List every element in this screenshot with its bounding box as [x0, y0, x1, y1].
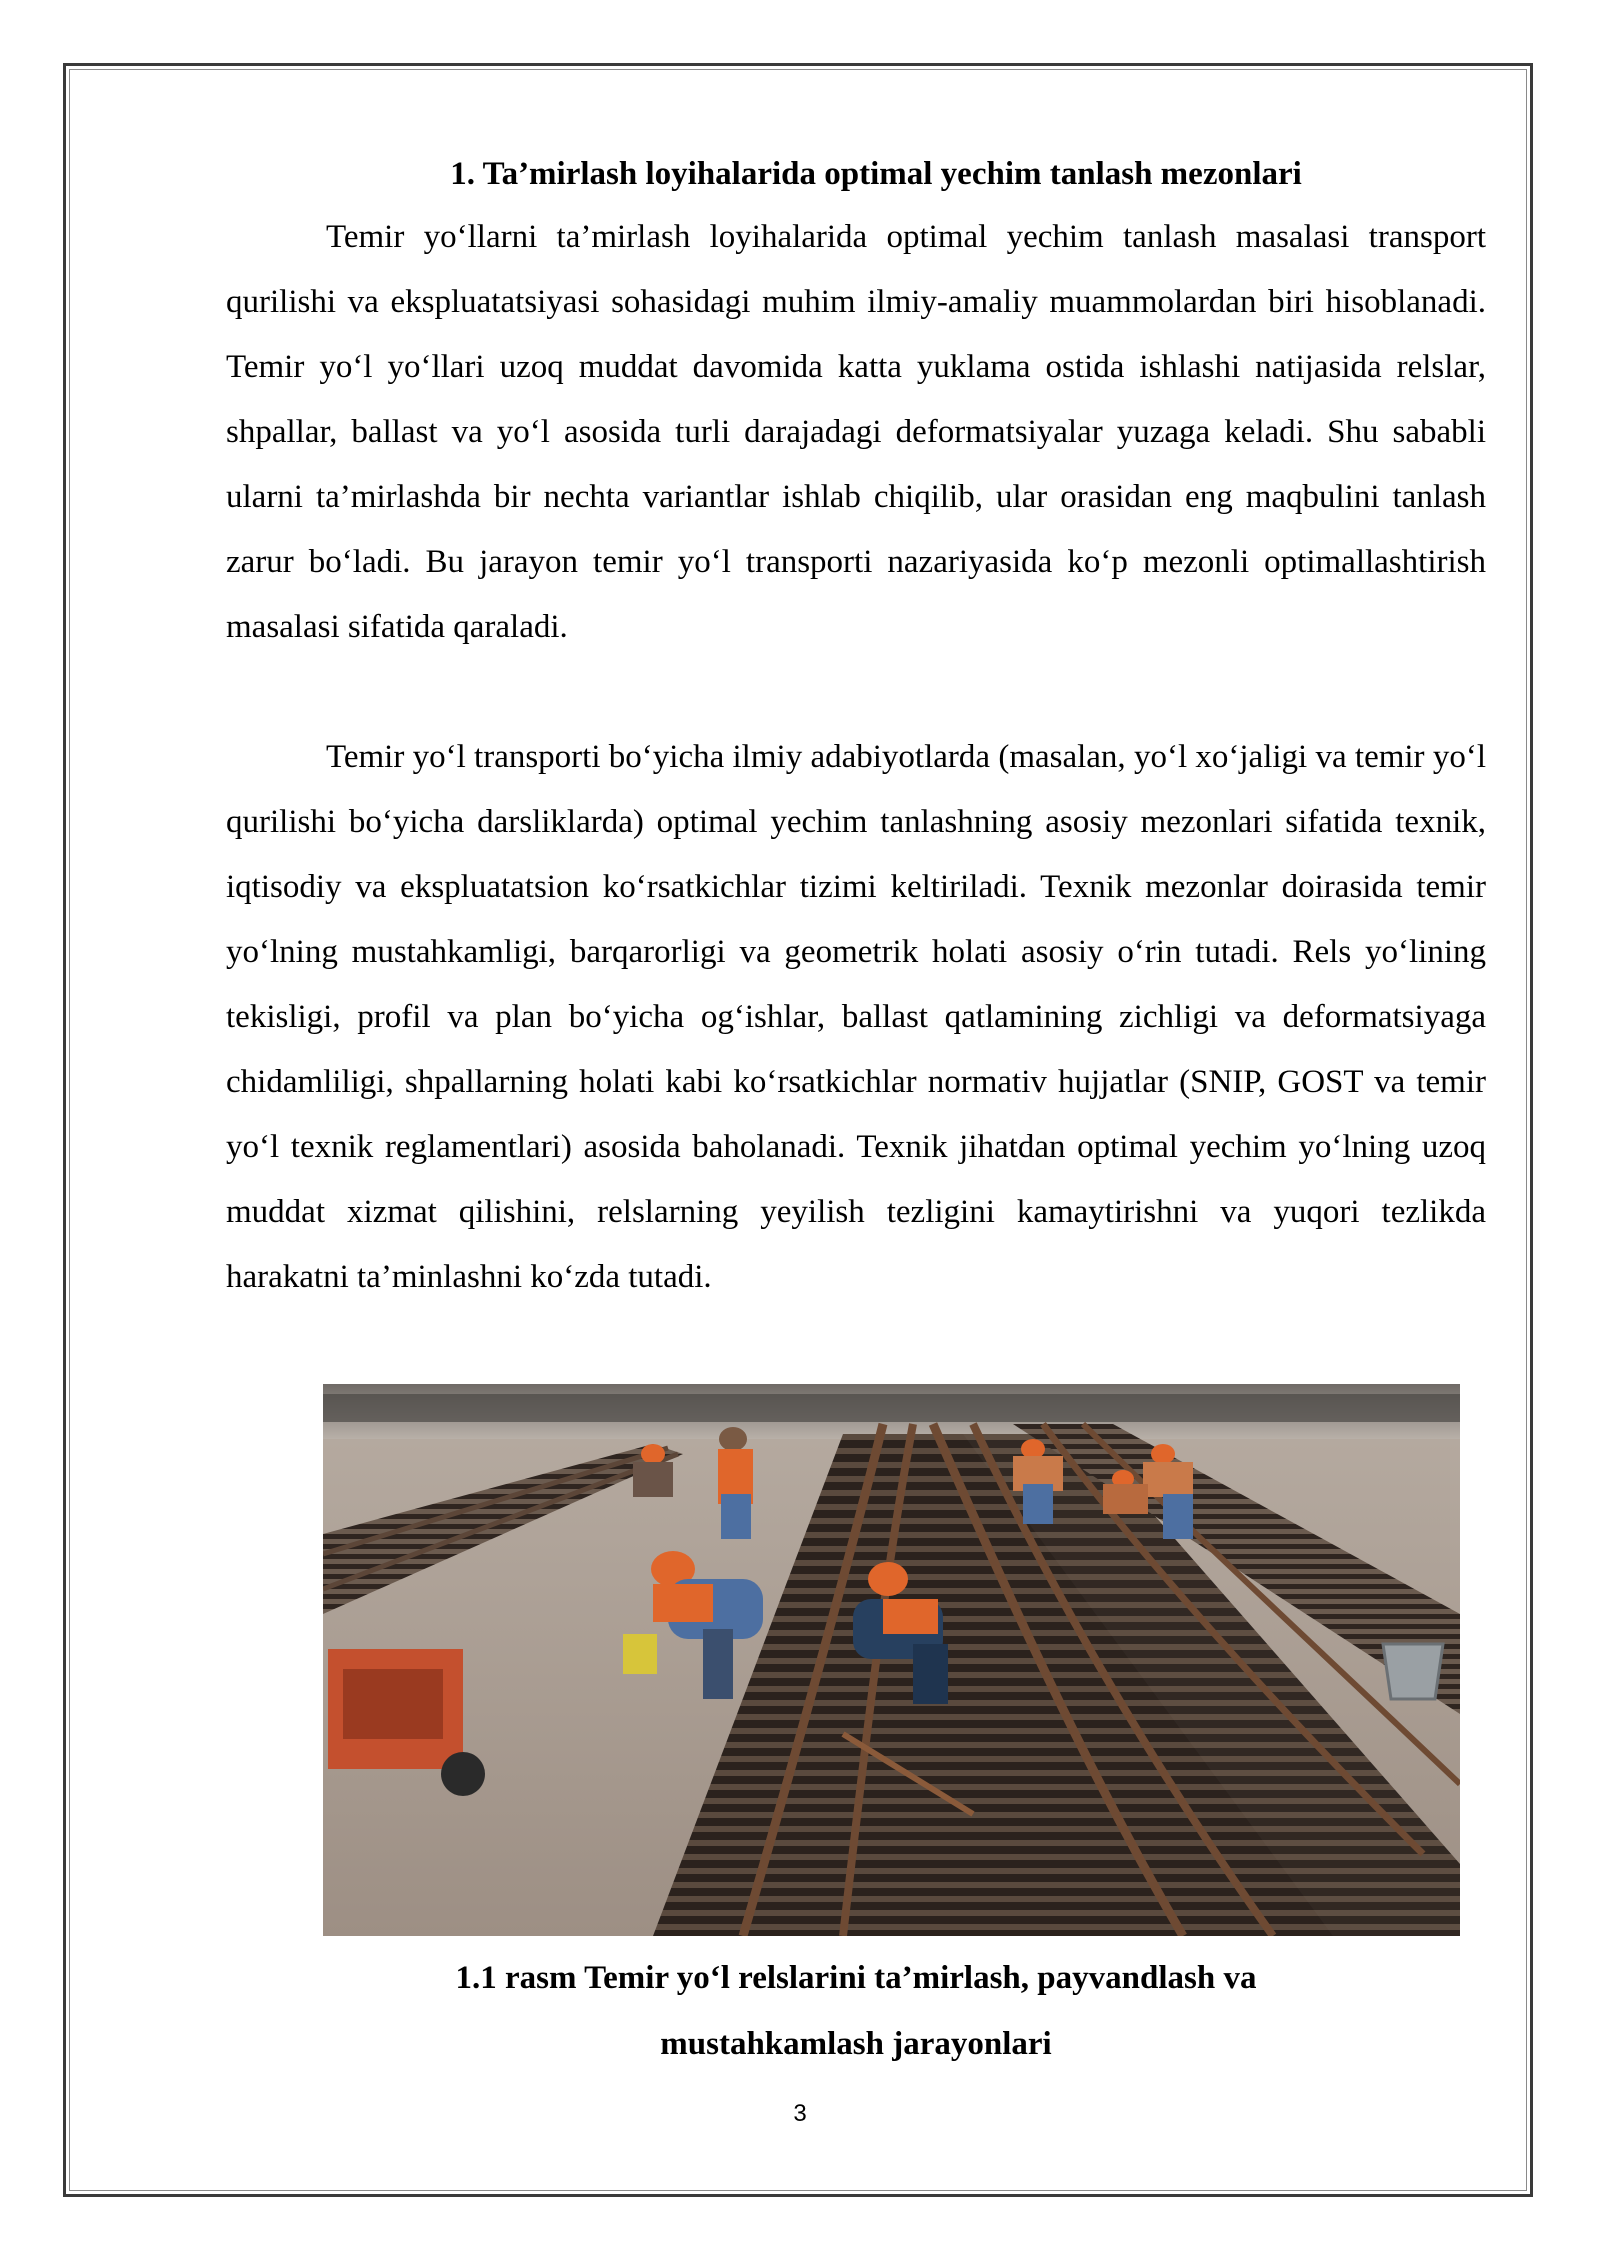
figure-caption-line1: 1.1 rasm Temir yo‘l relslarini ta’mirlash, payvandlash va — [455, 1960, 1257, 1996]
railway-repair-photo — [323, 1384, 1460, 1936]
paragraph-2: Temir yo‘l transporti bo‘yicha ilmiy adabiyotlarda (masalan, yo‘l xo‘jaligi va temir yo‘l qurilishi bo‘yicha darsliklarda) optimal yechim tanlashning asosiy mezonlari sifatida texnik, iqtisodiy va ekspluatatsion ko‘rsatkichlar tizimi keltiriladi. Texnik mezonlar doirasida temir yo‘lning mustahkamligi, barqarorligi va geometrik holati asosiy o‘rin tutadi. Rels yo‘lining tekisligi, profil va plan bo‘yicha og‘ishlar, ballast qatlamining zichligi va deformatsiyaga chidamliligi, shpallarning holati kabi ko‘rsatkichlar normativ hujjatlar (SNIP, GOST va temir yo‘l texnik reglamentlari) asosida baholanadi. Texnik jihatdan optimal yechim yo‘lning uzoq muddat xizmat qilishini, relslarning yeyilish tezligini kamaytirishni va yuqori tezlikda harakatni ta’minlashni ko‘zda tutadi. — [226, 739, 1486, 1295]
figure-caption — [226, 1945, 1486, 2077]
page-number: 3 — [793, 2100, 807, 2127]
railway-repair-illustration — [323, 1384, 1460, 1936]
section-heading: 1. Ta’mirlash loyihalarida optimal yechim tanlash mezonlari — [450, 156, 1302, 192]
figure-caption-line2: mustahkamlash jarayonlari — [660, 2026, 1052, 2062]
paragraph-1: Temir yo‘llarni ta’mirlash loyihalarida optimal yechim tanlash masalasi transport qurilishi va ekspluatatsiyasi sohasidagi muhim ilmiy-amaliy muammolardan biri hisoblanadi. Temir yo‘l yo‘llari uzoq muddat davomida katta yuklama ostida ishlashi natijasida relslar, shpallar, ballast va yo‘l asosida turli darajadagi deformatsiyalar yuzaga keladi. Shu sababli ularni ta’mirlashda bir nechta variantlar ishlab chiqilib, ular orasidan eng maqbulini tanlash zarur bo‘ladi. Bu jarayon temir yo‘l transporti nazariyasida ko‘p mezonli optimallashtirish masalasi sifatida qaraladi. — [226, 219, 1486, 645]
